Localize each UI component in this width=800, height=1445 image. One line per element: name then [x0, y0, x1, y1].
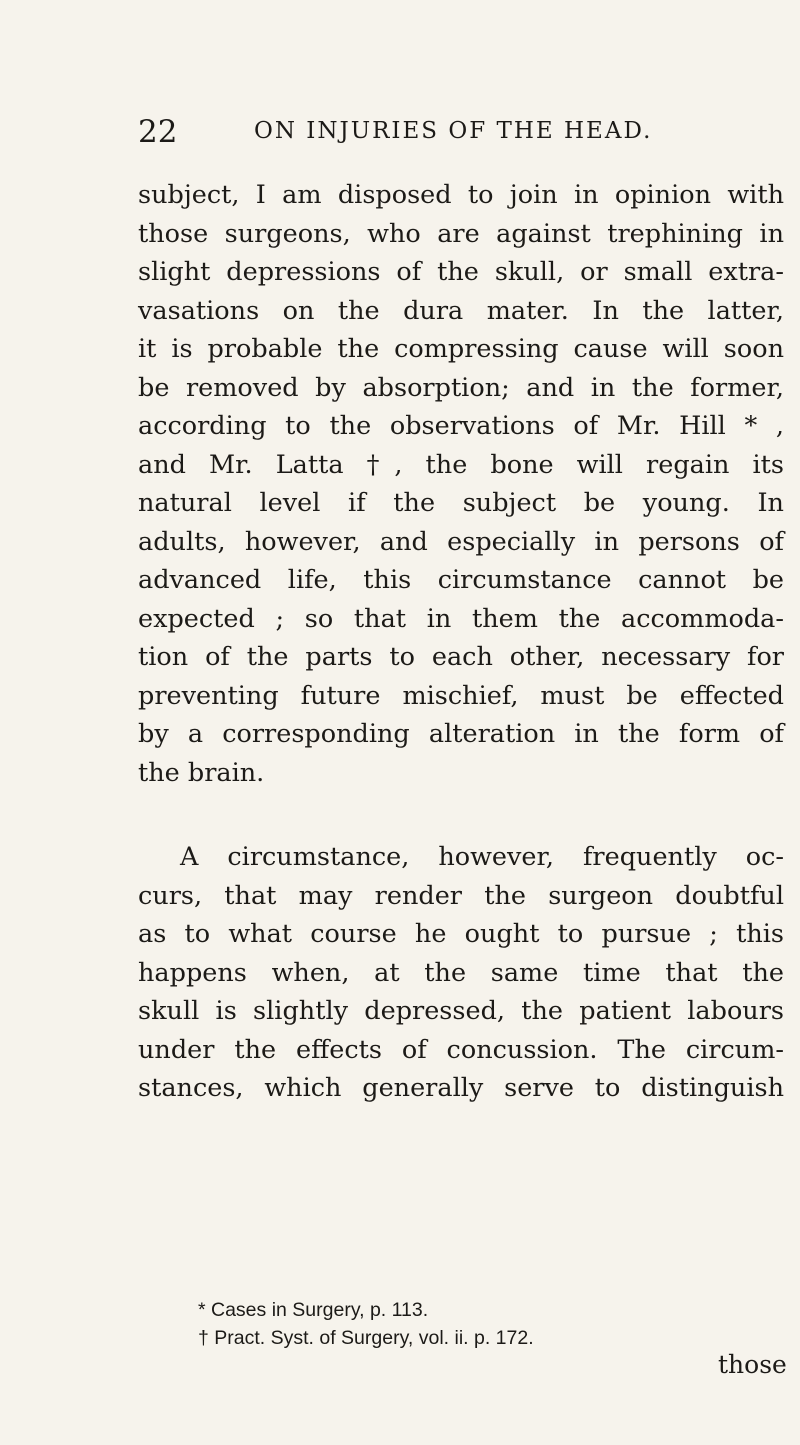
text-line: slight depressions of the skull, or small extra-: [138, 257, 784, 287]
running-title: ON INJURIES OF THE HEAD.: [254, 118, 653, 144]
text-line: tion of the parts to each other, necessary for: [138, 642, 784, 672]
footnote: * Cases in Surgery, p. 113.: [198, 1299, 429, 1321]
text-line: curs, that may render the surgeon doubtful: [138, 880, 784, 911]
text-line: subject, I am disposed to join in opinion with: [138, 180, 784, 210]
text-line: happens when, at the same time that the: [138, 957, 784, 988]
text-line: it is probable the compressing cause will soon: [138, 334, 784, 364]
footnote: † Pract. Syst. of Surgery, vol. ii. p. 172.: [198, 1327, 534, 1349]
text-line: preventing future mischief, must be effected: [138, 680, 784, 711]
text-line: the brain.: [138, 757, 265, 788]
paragraph-2: [138, 838, 784, 1108]
text-line: skull is slightly depressed, the patient labours: [138, 996, 784, 1026]
text-line: by a corresponding alteration in the form of: [138, 719, 784, 749]
text-line: under the effects of concussion. The circum-: [138, 1034, 784, 1065]
body-text: [138, 176, 784, 1108]
footnotes: [198, 1296, 718, 1352]
catchword: those: [718, 1350, 787, 1379]
text-line: advanced life, this circumstance cannot be: [138, 565, 784, 595]
text-line: vasations on the dura mater. In the latter,: [138, 295, 784, 326]
paragraph-spacer: [138, 792, 784, 838]
text-line: natural level if the subject be young. In: [138, 488, 784, 518]
text-line: and Mr. Latta †, the bone will regain its: [138, 449, 784, 480]
text-line: A circumstance, however, frequently oc-: [180, 842, 784, 872]
text-line: expected ; so that in them the accommoda-: [138, 603, 784, 634]
text-line: be removed by absorption; and in the former,: [138, 372, 784, 403]
text-line: as to what course he ought to pursue ; this: [138, 919, 784, 949]
text-line: stances, which generally serve to distinguish: [138, 1073, 784, 1103]
text-line: according to the observations of Mr. Hill * ,: [138, 411, 784, 441]
page-number: 22: [138, 114, 178, 150]
text-line: those surgeons, who are against trephining in: [138, 218, 784, 249]
text-line: adults, however, and especially in persons of: [138, 526, 784, 557]
paragraph-1: [138, 176, 784, 792]
